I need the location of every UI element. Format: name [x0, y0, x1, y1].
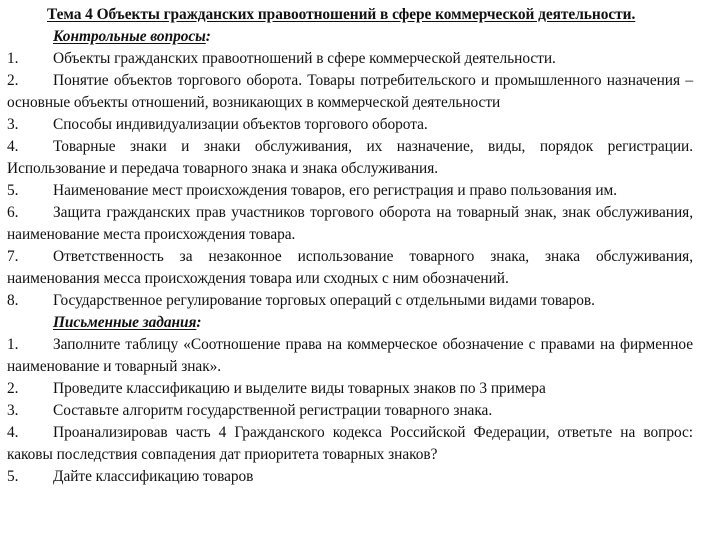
list-item-text: Защита гражданских прав участников торгового оборота на товарный знак, знак обслуживания, наименование места происхождения товара.: [7, 204, 693, 243]
list-item-number: 5.: [7, 468, 19, 485]
list-item-number: 7.: [7, 248, 19, 265]
list-item: [7, 136, 693, 180]
written-tasks-heading-colon: :: [196, 314, 202, 331]
document-title: [7, 4, 693, 26]
control-questions-heading-text: Контрольные вопросы: [53, 28, 206, 45]
written-tasks-heading-text: Письменные задания: [53, 314, 197, 331]
list-item-number: 2.: [7, 72, 19, 89]
list-item-number: 1.: [7, 336, 19, 353]
list-item-text: Составьте алгоритм государственной регистрации товарного знака.: [53, 402, 493, 419]
list-item: [7, 400, 693, 422]
control-questions-heading-colon: :: [205, 28, 211, 45]
list-item-number: 1.: [7, 50, 19, 67]
list-item-number: 3.: [7, 402, 19, 419]
list-item-text: Товарные знаки и знаки обслуживания, их назначение, виды, порядок регистрации. Использование и передача товарного знака и знака обслуживания.: [7, 138, 693, 177]
list-item-text: Наименование мест происхождения товаров, его регистрация и право пользования им.: [53, 182, 617, 199]
control-questions-list: [7, 48, 693, 312]
list-item-text: Понятие объектов торгового оборота. Товары потребительского и промышленного назначения – основные объекты отношений, возникающих в коммерческой деятельности: [7, 72, 693, 111]
list-item: [7, 378, 693, 400]
list-item: [7, 466, 693, 488]
list-item: [7, 334, 693, 378]
list-item: [7, 48, 693, 70]
list-item: [7, 180, 693, 202]
list-item: [7, 290, 693, 312]
list-item-text: Объекты гражданских правоотношений в сфере коммерческой деятельности.: [53, 50, 556, 67]
list-item-number: 5.: [7, 182, 19, 199]
list-item-number: 6.: [7, 204, 19, 221]
list-item-number: 2.: [7, 380, 19, 397]
list-item-text: Дайте классификацию товаров: [53, 468, 254, 485]
list-item-number: 4.: [7, 424, 19, 441]
list-item-text: Ответственность за незаконное использование товарного знака, знака обслуживания, наименования месса происхождения товара или сходных с ним обозначений.: [7, 248, 693, 287]
list-item-number: 4.: [7, 138, 19, 155]
list-item-text: Проанализировав часть 4 Гражданского кодекса Российской Федерации, ответьте на вопрос: каковы последствия совпадения дат приоритета товарных знаков?: [7, 424, 693, 463]
written-tasks-list: [7, 334, 693, 488]
list-item: [7, 422, 693, 466]
list-item-number: 8.: [7, 292, 19, 309]
list-item-text: Заполните таблицу «Соотношение права на коммерческое обозначение с правами на фирменное наименование и товарный знак».: [7, 336, 693, 375]
document-page: [7, 4, 693, 488]
list-item-number: 3.: [7, 116, 19, 133]
written-tasks-heading: [7, 312, 693, 334]
list-item: [7, 202, 693, 246]
list-item: [7, 70, 693, 114]
list-item-text: Проведите классификацию и выделите виды товарных знаков по 3 примера: [53, 380, 546, 397]
control-questions-heading: [7, 26, 693, 48]
list-item-text: Государственное регулирование торговых операций с отдельными видами товаров.: [53, 292, 595, 309]
list-item-text: Способы индивидуализации объектов торгового оборота.: [53, 116, 428, 133]
list-item: [7, 246, 693, 290]
document-title-text: Тема 4 Объекты гражданских правоотношений в сфере коммерческой деятельности.: [47, 6, 636, 23]
list-item: [7, 114, 693, 136]
